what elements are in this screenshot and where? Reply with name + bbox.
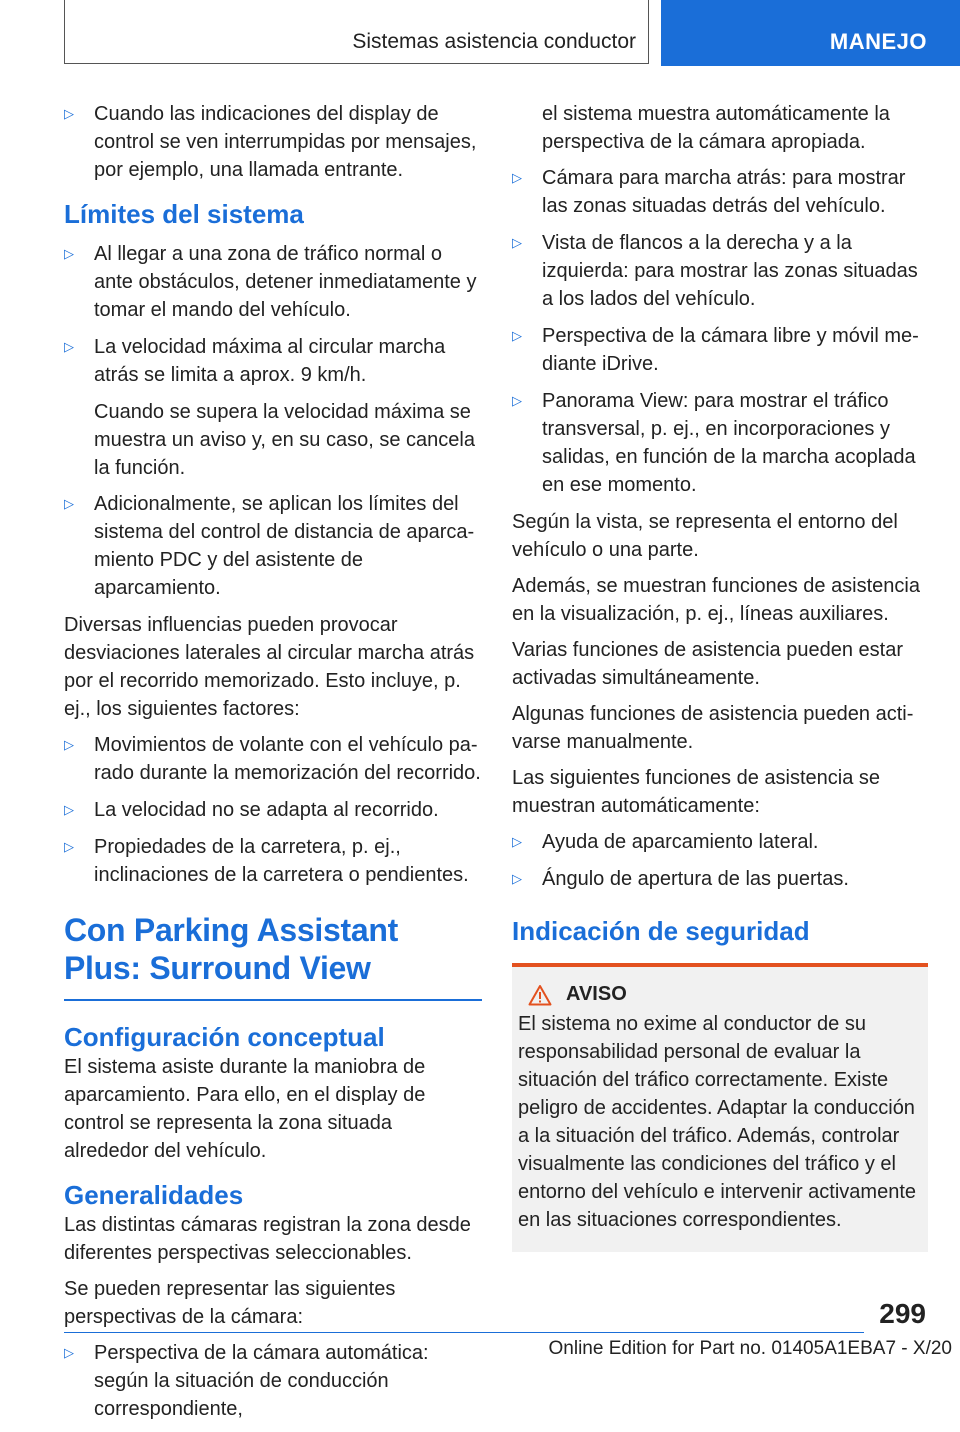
list-item: ▷ Al llegar a una zona de tráfico normal o ante obstáculos, detener inmediatamente y tomar el mando del vehículo. [64,240,482,324]
bullet-triangle-icon: ▷ [64,1345,74,1360]
list-item: ▷ Cámara para marcha atrás: para mostrar las zonas situadas detrás del vehículo. [512,164,928,220]
heading-limites: Límites del sistema [64,199,304,229]
paragraph: El sistema asiste durante la maniobra de aparcamiento. Para ello, en el display de control se representa la zona situada alrededor del vehículo. [64,1056,426,1162]
bullet-triangle-icon: ▷ [512,871,522,886]
list-item: ▷ La velocidad no se adapta al recorrido. [64,796,482,824]
bullet-triangle-icon: ▷ [64,246,74,261]
chapter-tab-label: MANEJO [829,29,927,54]
bullet-triangle-icon: ▷ [512,393,522,408]
paragraph: Varias funciones de asistencia pueden estar activadas simultáneamente. [512,639,903,689]
paragraph: Algunas funciones de asistencia pueden activarse manualmente. [512,703,914,753]
warning-label: AVISO [566,983,627,1005]
heading-rule [64,999,482,1001]
bullet-triangle-icon: ▷ [64,339,74,354]
section-title: Sistemas asistencia conductor [352,30,636,53]
list-item-continuation: Cuando se supera la velocidad máxima se muestra un aviso y, en su caso, se cancela la función. [94,401,475,479]
bullet-triangle-icon: ▷ [512,170,522,185]
warning-header [518,983,922,1006]
header-title-box [64,0,649,64]
list-item-continuation: el sistema muestra automáticamente la perspectiva de la cámara apropiada. [542,103,890,153]
paragraph: Diversas influencias pueden provocar desviaciones laterales al circular marcha atrás por el recorrido memorizado. Esto incluye, p. ej., los siguientes factores: [64,614,475,720]
paragraph: Las distintas cámaras registran la zona desde diferentes perspectivas seleccionables. [64,1214,471,1264]
list-item: ▷ La velocidad máxima al circular marcha atrás se limita a aprox. 9 km/h. [64,333,482,389]
warning-triangle-icon [528,984,552,1006]
bullet-triangle-icon: ▷ [64,802,74,817]
paragraph: Se pueden representar las siguientes perspectivas de la cámara: [64,1278,396,1328]
paragraph: Además, se muestran funciones de asistencia en la visualización, p. ej., líneas auxiliares. [512,575,920,625]
bullet-triangle-icon: ▷ [64,839,74,854]
list-item: ▷ Panorama View: para mostrar el tráfico transversal, p. ej., en incorporaciones y salidas, en función de la marcha acoplada en ese momento. [512,387,928,499]
list-item: ▷ Ángulo de apertura de las puertas. [512,865,928,893]
bullet-triangle-icon: ▷ [64,496,74,511]
paragraph: Las siguientes funciones de asistencia se muestran automáticamente: [512,767,881,817]
bullet-triangle-icon: ▷ [512,834,522,849]
footer-rule [64,1332,864,1333]
bullet-triangle-icon: ▷ [64,106,74,121]
list-item: ▷ Perspectiva de la cámara automática: según la situación de conducción correspondiente, [64,1339,482,1423]
page-header [0,0,960,66]
chapter-tab [661,0,960,66]
list-item: ▷ Propiedades de la carretera, p. ej., inclinaciones de la carretera o pendientes. [64,833,482,889]
warning-text: El sistema no exime al conductor de su responsabilidad personal de evaluar la situación del tráfico correctamente. Existe peligro de accidentes. Adaptar la conducción a la situación del tráfico. Además, controlar visualmente las condiciones del tráfico y el entorno del vehículo e intervenir activamente en las situaciones correspondientes. [518,1013,917,1231]
heading-config: Configuración conceptual [64,1022,385,1052]
left-column [64,100,482,1432]
bullet-triangle-icon: ▷ [64,737,74,752]
list-item: ▷ Movimientos de volante con el vehículo parado durante la memorización del recorrido. [64,731,482,787]
list-item: ▷ Vista de flancos a la derecha y a la izquierda: para mostrar las zonas situadas a los lados del vehículo. [512,229,928,313]
list-item: ▷ Ayuda de aparcamiento lateral. [512,828,928,856]
bullet-triangle-icon: ▷ [512,235,522,250]
paragraph: Según la vista, se representa el entorno del vehículo o una parte. [512,511,898,561]
list-item: ▷ Cuando las indicaciones del display de control se ven interrumpidas por mensajes, por ejemplo, una llamada entrante. [64,100,482,184]
right-column [512,100,928,1252]
warning-box [512,963,928,1252]
bullet-triangle-icon: ▷ [512,328,522,343]
heading-generalidades: Generalidades [64,1180,244,1210]
heading-main: Con Parking Assistant Plus: Surround View [64,912,398,986]
heading-seguridad: Indicación de seguridad [512,916,810,946]
list-item: ▷ Adicionalmente, se aplican los límites del sistema del control de distancia de aparcamiento PDC y del asistente de aparcamiento. [64,490,482,602]
edition-text: Online Edition for Part no. 01405A1EBA7 - X/20 [548,1338,952,1359]
list-item: ▷ Perspectiva de la cámara libre y móvil mediante iDrive. [512,322,928,378]
page-number: 299 [879,1298,926,1329]
